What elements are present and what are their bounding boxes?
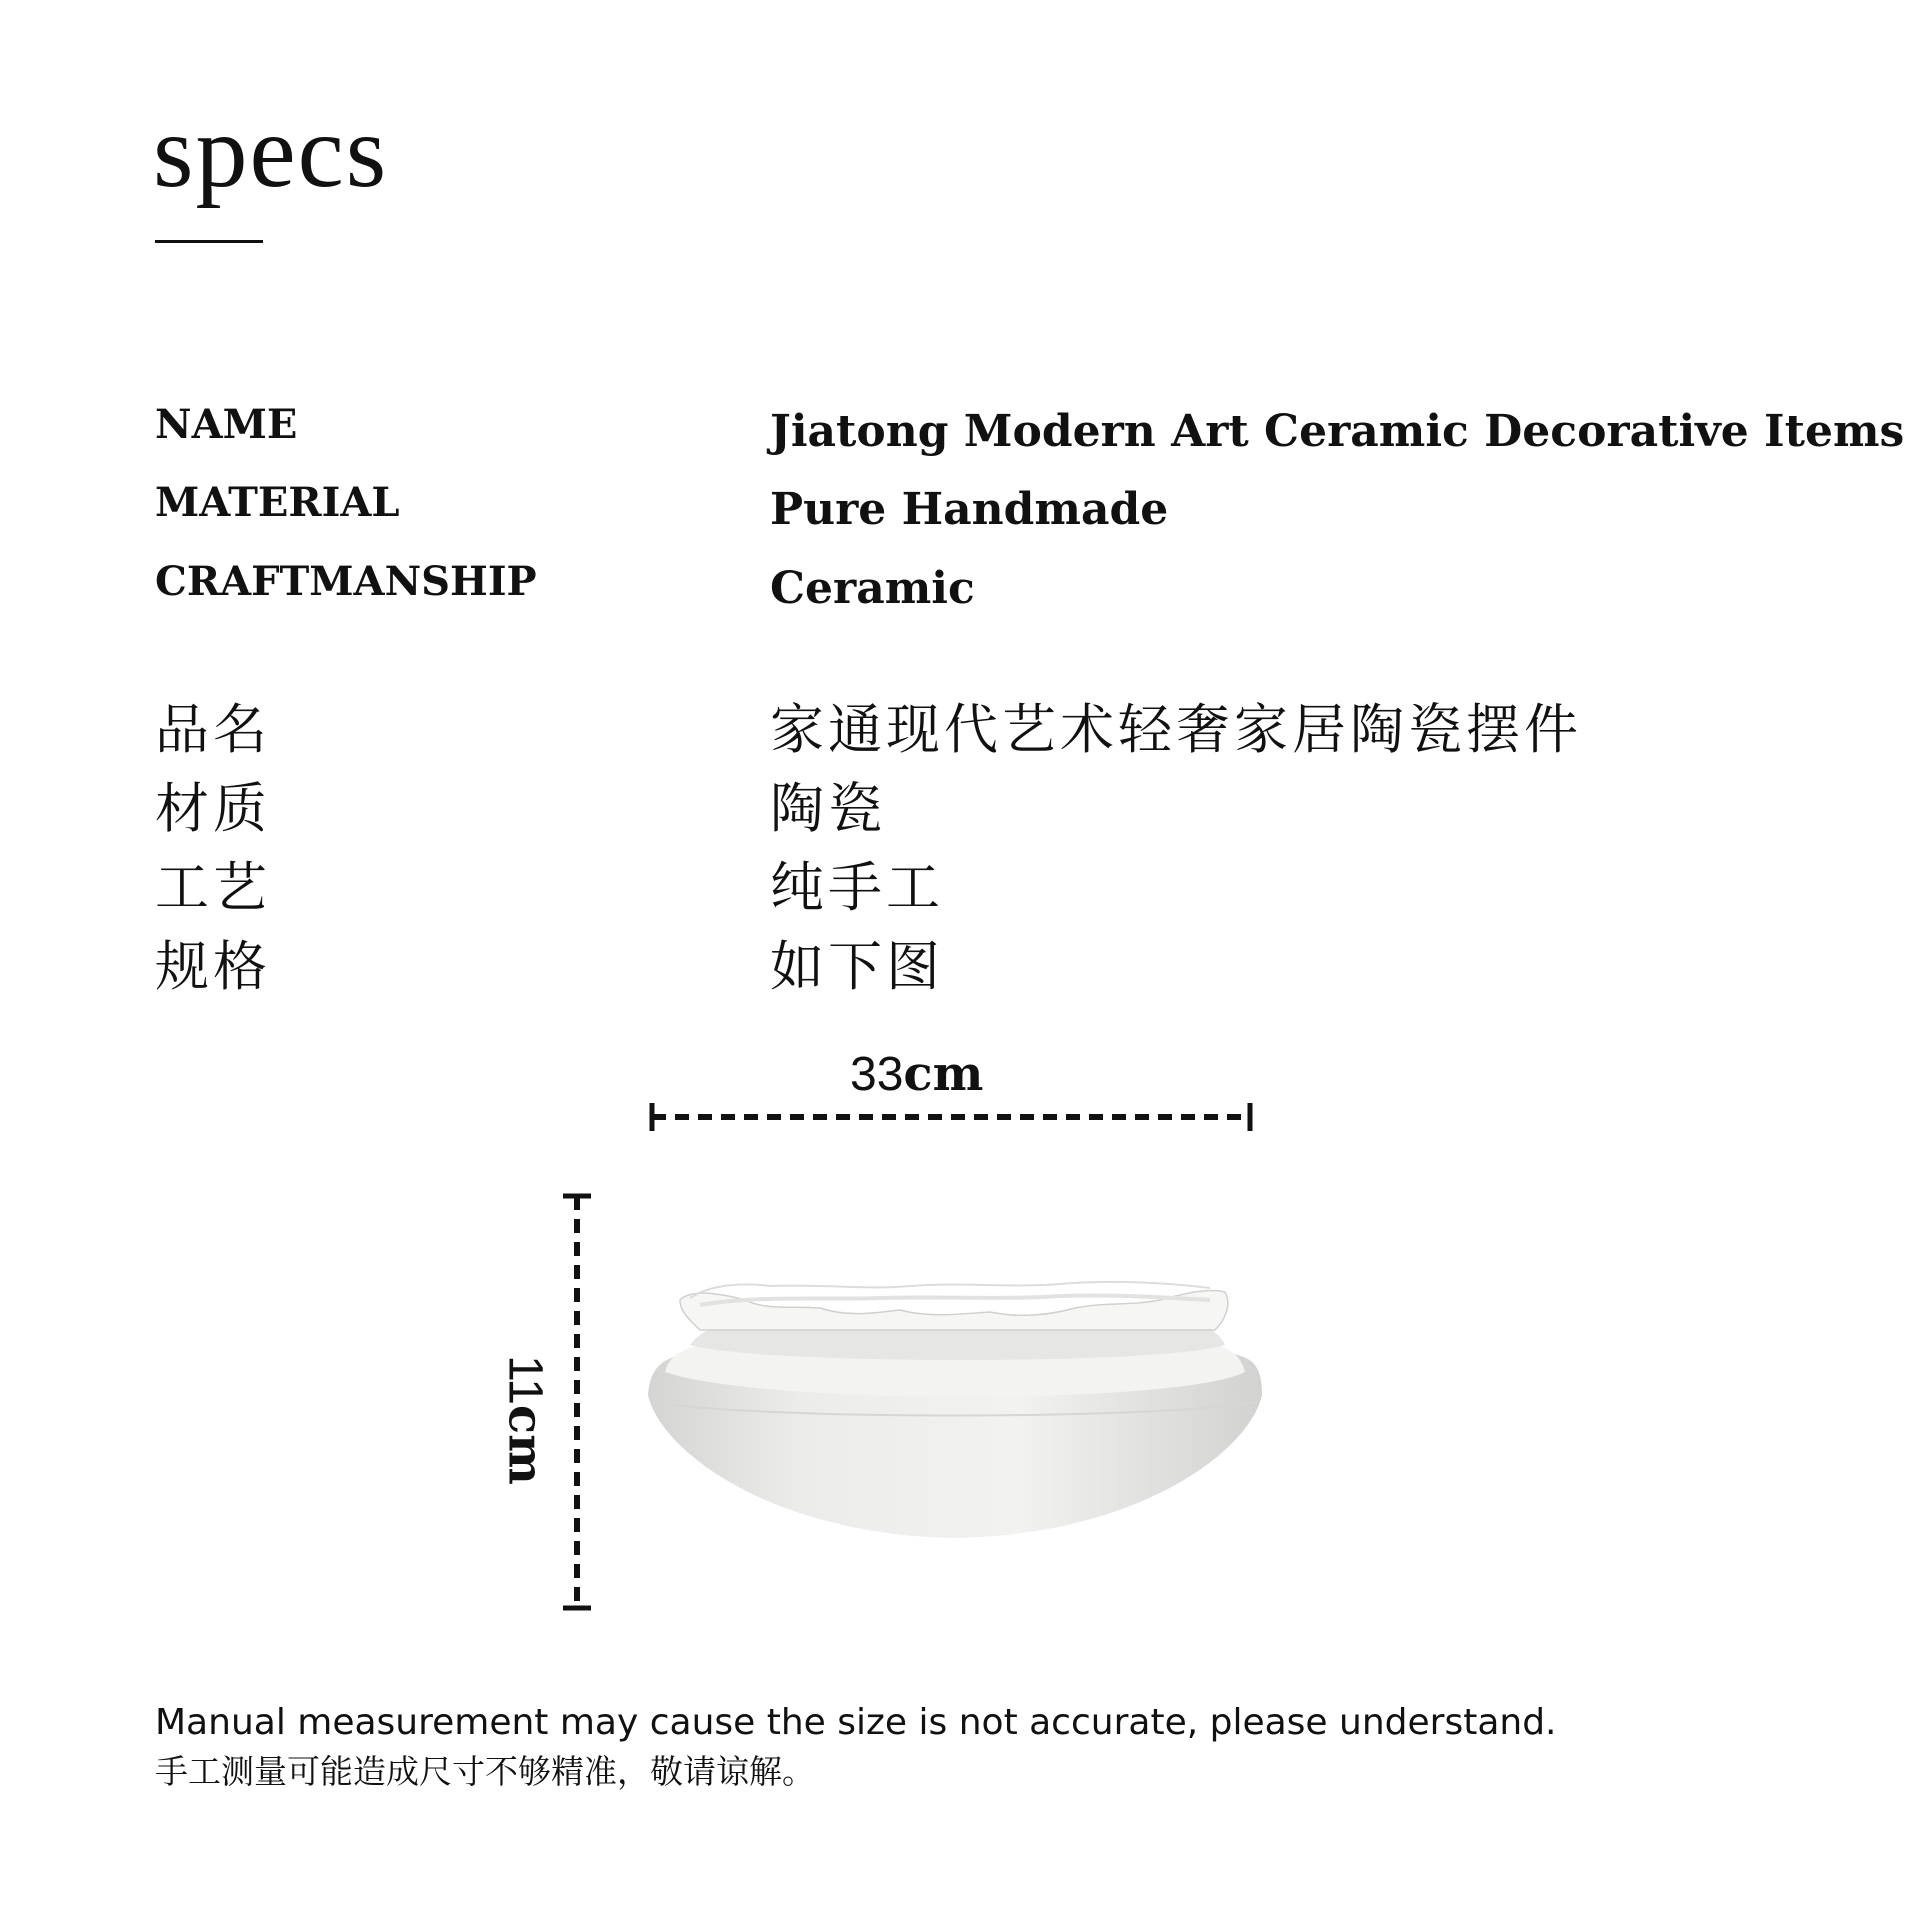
height-value: 11 <box>498 1355 552 1405</box>
width-unit: cm <box>903 1046 984 1102</box>
spec-value-name: Jiatong Modern Art Ceramic Decorative Items <box>770 406 1905 457</box>
disclaimer-zh: 手工测量可能造成尺寸不够精准，敬请谅解。 <box>155 1752 815 1791</box>
ceramic-bowl-icon <box>648 1282 1262 1538</box>
spec-value-zh-name: 家通现代艺术轻奢家居陶瓷摆件 <box>770 698 1582 761</box>
spec-value-zh-size: 如下图 <box>770 935 944 998</box>
spec-label-craftmanship: CRAFTMANSHIP <box>155 558 537 605</box>
width-value: 33 <box>850 1048 904 1101</box>
height-unit: cm <box>497 1404 554 1485</box>
spec-value-craftmanship: Ceramic <box>770 563 975 614</box>
spec-value-material: Pure Handmade <box>770 484 1169 535</box>
height-dimension-line <box>563 1196 591 1608</box>
spec-label-zh-size: 规格 <box>155 935 271 998</box>
spec-label-zh-name: 品名 <box>155 698 271 761</box>
spec-label-zh-material: 材质 <box>155 777 271 840</box>
height-dimension-label <box>497 1355 554 1485</box>
spec-label-name: NAME <box>155 401 298 448</box>
spec-label-material: MATERIAL <box>155 479 400 526</box>
spec-value-zh-craft: 纯手工 <box>770 856 944 919</box>
spec-label-zh-craft: 工艺 <box>155 856 271 919</box>
spec-value-zh-material: 陶瓷 <box>770 777 886 840</box>
page-title: specs <box>153 94 389 209</box>
disclaimer-en: Manual measurement may cause the size is not accurate, please understand. <box>155 1702 1557 1743</box>
width-dimension-line <box>652 1103 1250 1131</box>
width-dimension-label <box>850 1046 984 1102</box>
